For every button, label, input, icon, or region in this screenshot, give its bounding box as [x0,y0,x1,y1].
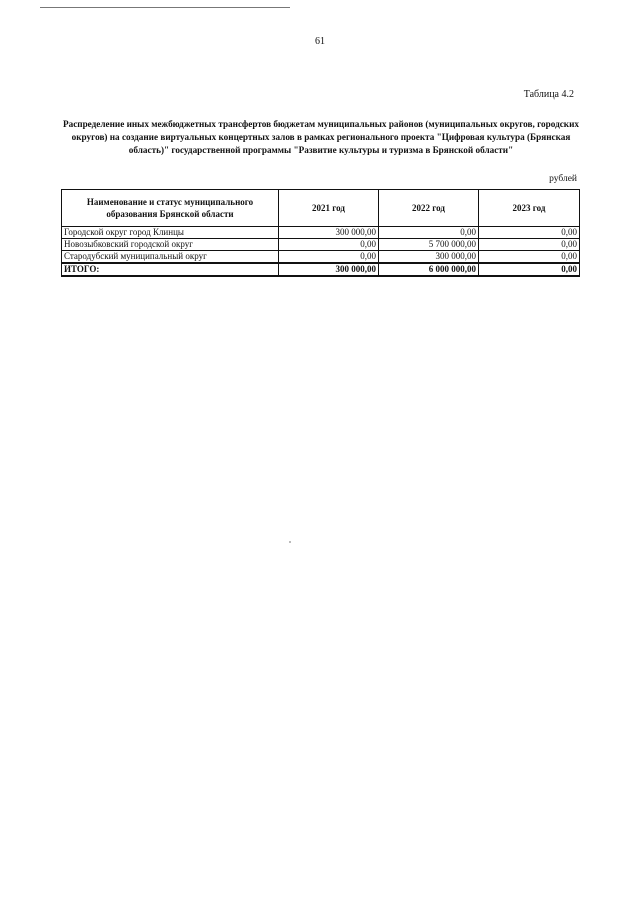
scan-artifact-line [40,7,290,8]
table-row [62,239,580,251]
row-2021: 0,00 [279,251,379,264]
row-2022: 300 000,00 [379,251,479,264]
table-row [62,227,580,239]
transfers-table [61,189,580,277]
row-2021: 300 000,00 [279,227,379,239]
table-header-row [62,190,580,227]
total-2023: 0,00 [479,263,580,276]
total-label: ИТОГО: [62,263,279,276]
table-row [62,251,580,264]
row-2023: 0,00 [479,227,580,239]
row-2023: 0,00 [479,251,580,264]
row-2021: 0,00 [279,239,379,251]
row-name: Стародубский муниципальный округ [62,251,279,264]
row-name: Новозыбковский городской округ [62,239,279,251]
header-2023: 2023 год [479,190,580,227]
document-title: Распределение иных межбюджетных трансфертов бюджетам муниципальных районов (муниципальных округов, городских округов) на создание виртуальных концертных залов в рамках регионального проекта "Цифровая культура (Брянская область)" государственной программы "Развитие культуры и туризма в Брянской области" [63,119,579,155]
header-2022: 2022 год [379,190,479,227]
scan-artifact-dot [289,541,291,543]
total-2022: 6 000 000,00 [379,263,479,276]
table-total-row [62,263,580,276]
row-name: Городской округ город Клинцы [62,227,279,239]
row-2022: 5 700 000,00 [379,239,479,251]
header-2021: 2021 год [279,190,379,227]
total-2021: 300 000,00 [279,263,379,276]
units-label: рублей [549,174,577,184]
header-name: Наименование и статус муниципального образования Брянской области [62,190,279,227]
row-2022: 0,00 [379,227,479,239]
table-caption: Таблица 4.2 [523,89,574,100]
row-2023: 0,00 [479,239,580,251]
page-number: 61 [315,36,325,47]
